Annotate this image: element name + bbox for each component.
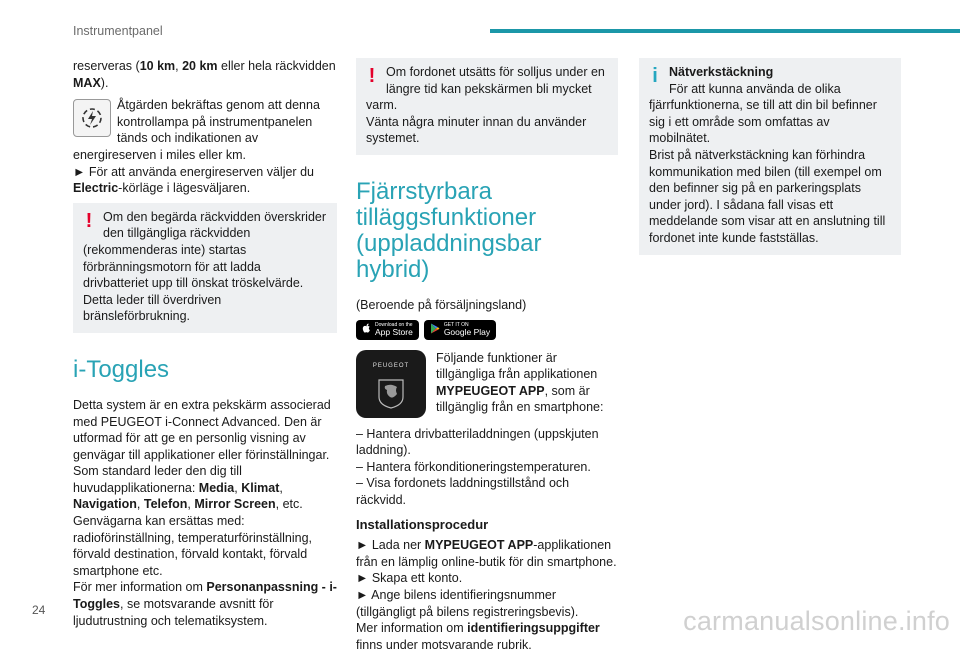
reserve-paragraph: reserveras (10 km, 20 km eller hela räckvidden MAX). bbox=[73, 59, 336, 90]
i-toggles-intro: Detta system är en extra pekskärm associerad med PEUGEOT i-Connect Advanced. Den är utformad för att ge en personlig visning av genvägar till applikationer eller förinställningar. bbox=[73, 397, 331, 462]
i-toggles-more-info: För mer information om Personanpassning - i-Toggles, se motsvarande avsnitt för ljudutrustning och telematiksystem. bbox=[73, 580, 337, 628]
google-play-icon bbox=[430, 323, 440, 336]
installation-heading: Installationsprocedur bbox=[356, 516, 489, 532]
i-toggles-default-apps: Som standard leder den dig till huvudapplikationerna: Media, Klimat, Navigation, Telefon, Mirror Screen, etc. bbox=[73, 464, 303, 512]
google-play-badge[interactable]: GET IT ON Google Play bbox=[424, 320, 496, 340]
store-badges bbox=[356, 320, 618, 340]
info-title: Nätverkstäckning bbox=[669, 65, 774, 79]
page-number: 24 bbox=[32, 603, 46, 617]
energy-reserve-icon bbox=[73, 99, 111, 137]
list-item: – Hantera drivbatteriladdningen (uppskjuten laddning). bbox=[356, 426, 599, 458]
list-item: – Visa fordonets laddningstillstånd och räckvidd. bbox=[356, 476, 570, 507]
i-toggles-replace: Genvägarna kan ersättas med: radioförinställning, temperaturförinställning, förvald destination, förvald kontakt, förvald smartphone etc. bbox=[73, 514, 313, 578]
country-dependent-note: (Beroende på försäljningsland) bbox=[356, 297, 527, 312]
list-item: – Hantera förkonditioneringstemperaturen. bbox=[356, 459, 591, 474]
watermark: carmanualsonline.info bbox=[683, 606, 950, 636]
install-more-info: Mer information om identifieringsuppgifter finns under motsvarande rubrik. bbox=[356, 621, 600, 652]
warning-exclamation-icon: ! bbox=[85, 209, 93, 232]
electric-mode-paragraph: ► För att använda energireserven väljer du Electric-körläge i lägesväljaren. bbox=[73, 164, 314, 196]
install-step-1: ► Lada ner MYPEUGEOT APP-applikationen från en lämplig online-butik för din smartphone. bbox=[356, 538, 617, 569]
column-1 bbox=[73, 58, 337, 629]
indicator-paragraph: Åtgärden bekräftas genom att denna kontrollampa på instrumentpanelen tänds och indikationen av energireserven i miles eller km. bbox=[73, 98, 320, 162]
info-icon: i bbox=[652, 65, 658, 87]
header-title: Instrumentpanel bbox=[73, 24, 163, 38]
column-2 bbox=[356, 58, 618, 653]
network-info-note: i Nätverkstäckning För att kunna använda de olika fjärrfunktionerna, se till att din bil befinner sig i ett område som omfattas av mobilnätet. Brist på nätverkstäckning kan förhindra kommunikation med bilen (till exempel om den befinner sig på en parkeringsplats under jord). I sådana fall visas ett meddelande som visar att en anslutning till fordonet inte kunde fastställas. bbox=[639, 58, 901, 255]
install-step-2: ► Skapa ett konto. bbox=[356, 571, 463, 586]
app-store-badge[interactable]: Download on the App Store bbox=[356, 320, 419, 340]
app-functions-intro: Följande funktioner är tillgängliga från applikationen MYPEUGEOT APP, som är tillgänglig från en smartphone: bbox=[436, 350, 604, 415]
header-accent-bar bbox=[490, 29, 960, 33]
section-heading-i-toggles: i-Toggles bbox=[73, 355, 170, 383]
warning-exclamation-icon: ! bbox=[368, 65, 376, 87]
peugeot-lion-icon bbox=[376, 377, 406, 409]
functions-list bbox=[356, 426, 618, 509]
sunlight-warning-note: ! Om fordonet utsätts för solljus under en längre tid kan pekskärmen bli mycket varm. Vänta några minuter innan du använder systemet. bbox=[356, 58, 618, 155]
section-heading-remote-functions: Fjärrstyrbara tilläggsfunktioner (uppladdningsbar hybrid) bbox=[356, 177, 542, 283]
column-3 bbox=[639, 58, 901, 255]
install-step-3: ► Ange bilens identifieringsnummer (tillgängligt på bilens registreringsbevis). bbox=[356, 587, 579, 619]
apple-icon bbox=[362, 323, 371, 336]
range-warning-note: ! Om den begärda räckvidden överskrider den tillgängliga räckvidden (rekommenderas inte) startas förbränningsmotorn för att ladda drivbatteriet upp till önskat tröskelvärde. Detta leder till överdriven bränsleförbrukning. bbox=[73, 203, 337, 333]
mypeugeot-app-icon: PEUGEOT bbox=[356, 350, 426, 418]
